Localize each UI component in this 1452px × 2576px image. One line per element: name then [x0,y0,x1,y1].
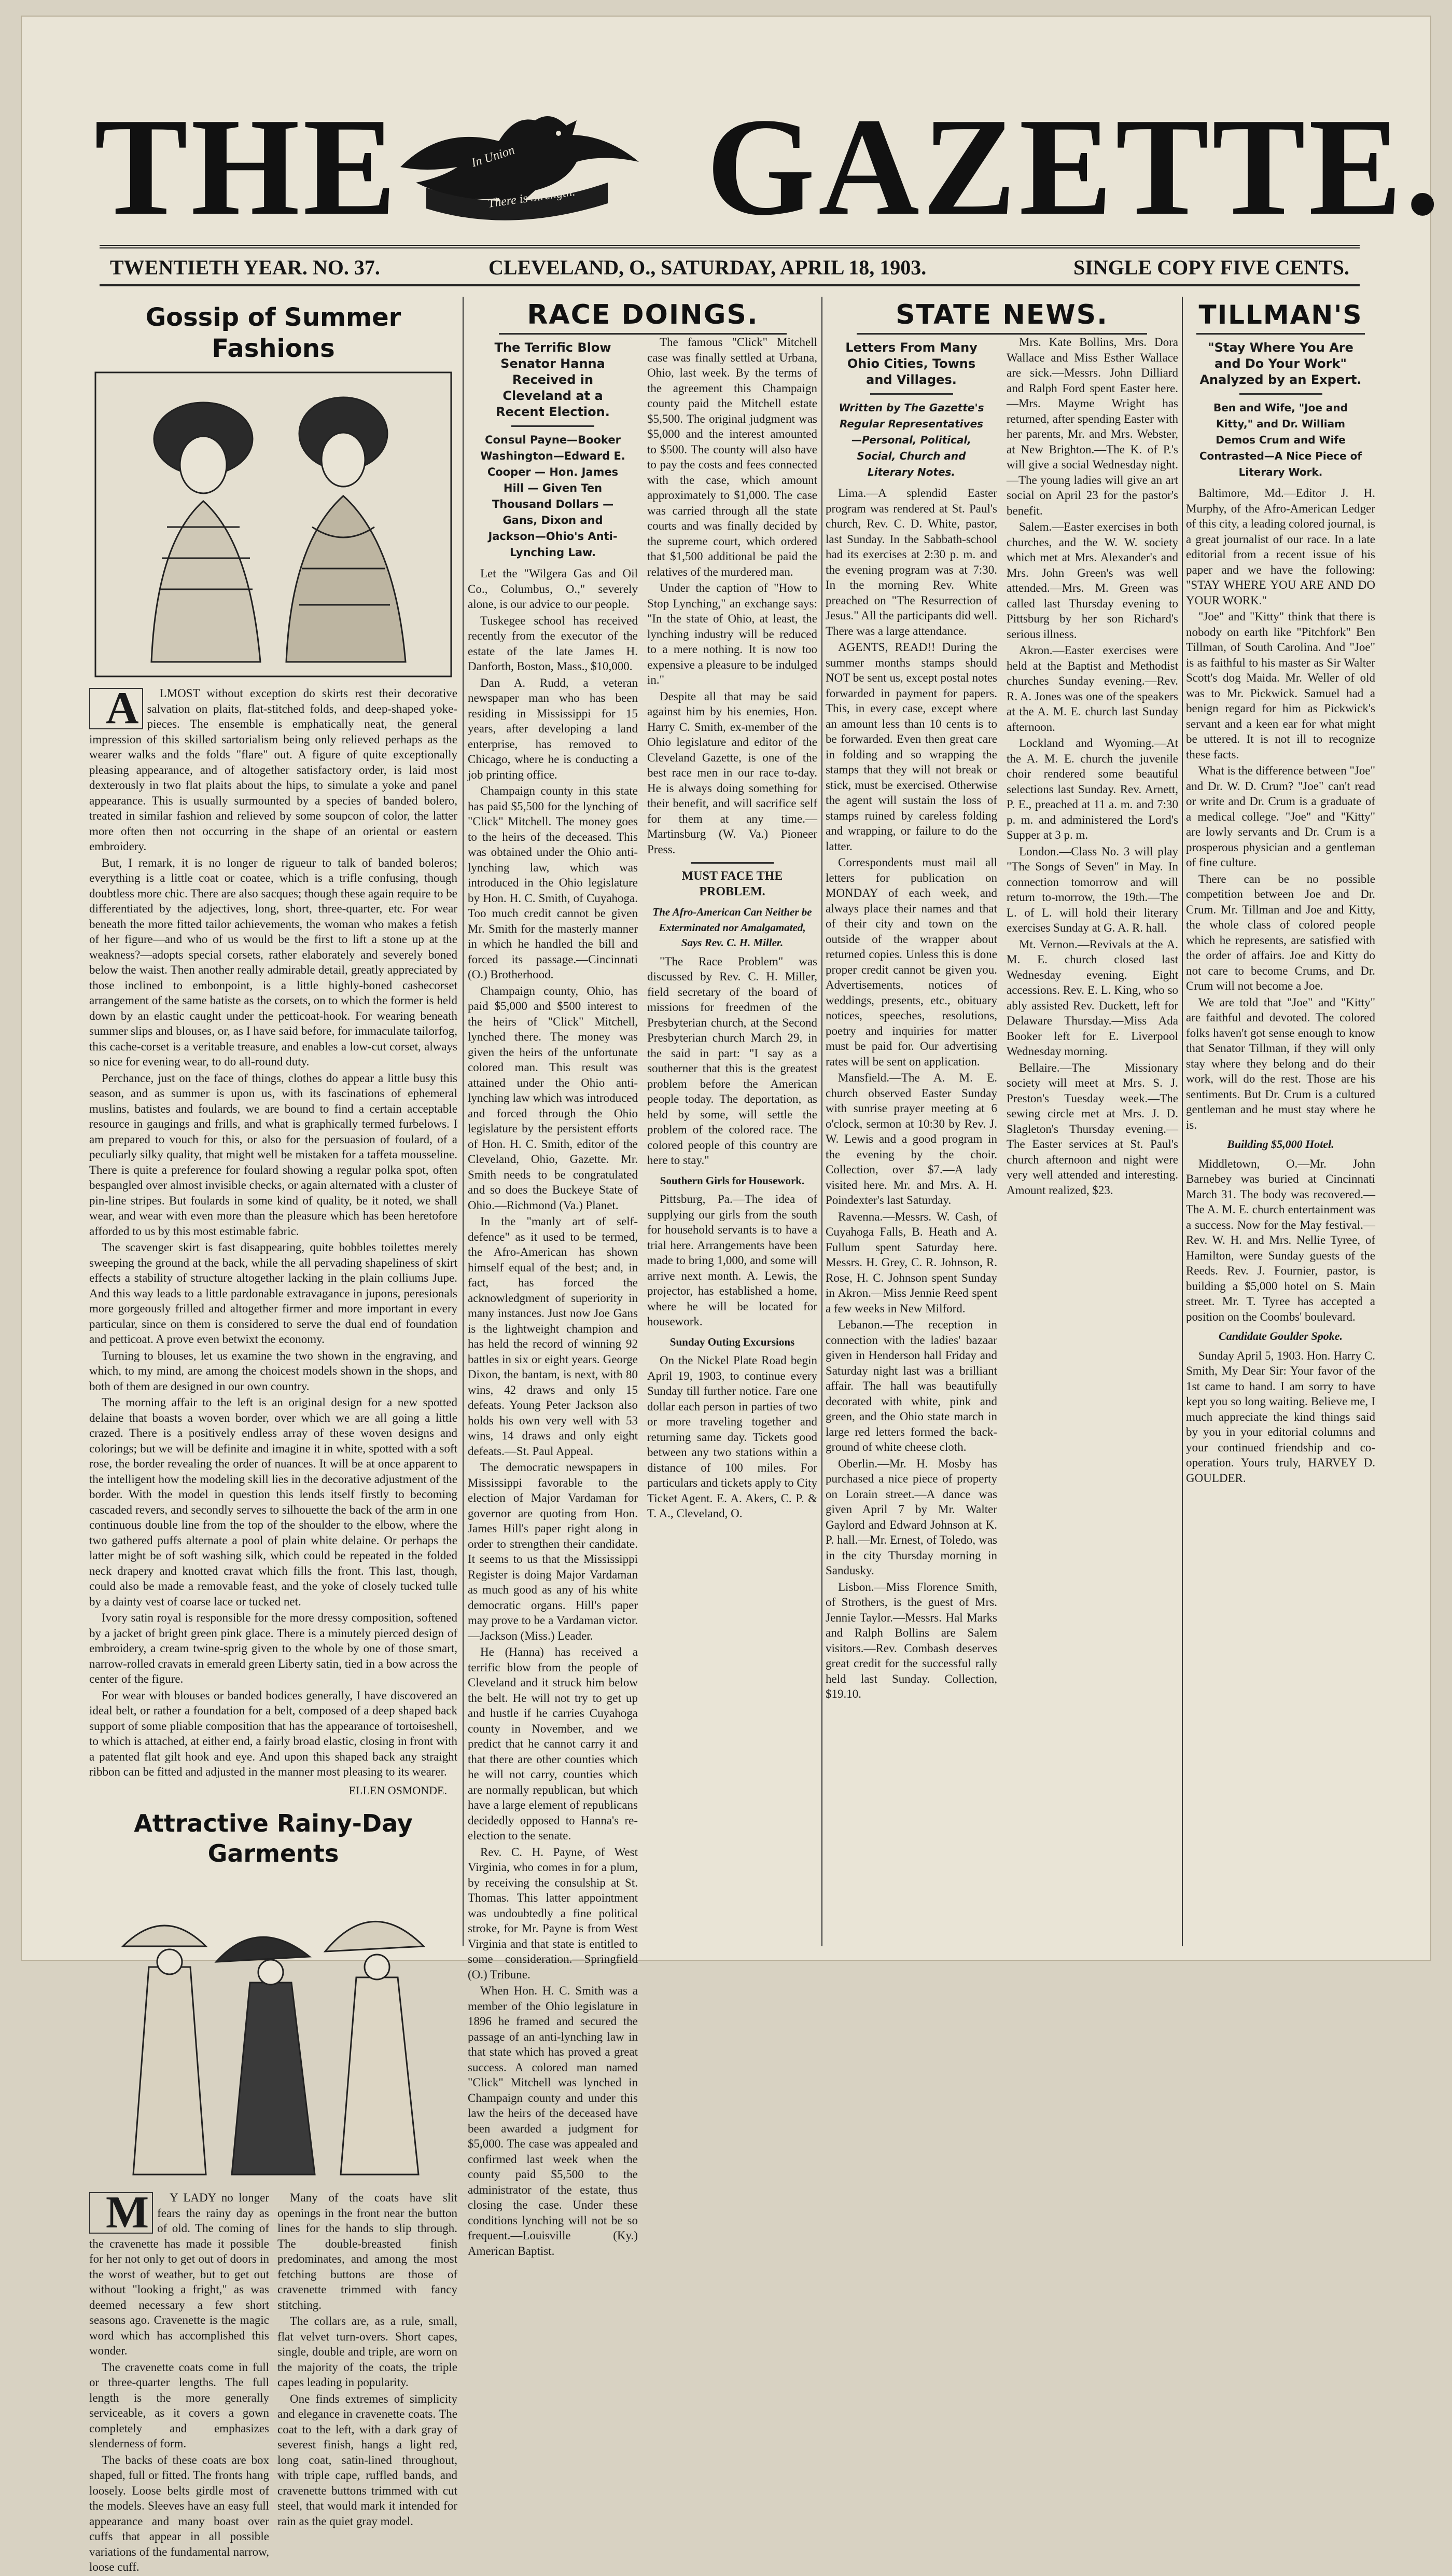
column-fashion [89,297,457,2573]
gossip-paragraph-7: Ivory satin royal is responsible for the more dressy composition, softened by a jacket of bright green pink glace. There is a minutely pierced design of embroidery, a cream twine-sprig given to the whole by one of those smart, narrow-rolled cravats in emerald green Liberty satin, tied in a bow across the center of the figure. [89,1611,457,1685]
column-tillmans [1186,297,1375,1946]
newspaper-page [21,16,1443,2573]
state-paragraph-1: Lima.—A splendid Easter program was rendered at St. Paul's church, Rev. C. D. White, pastor, last Sunday. In the Sabbath-school had its exercises at 2:30 p. m. and the evening program was at 7:30. In the morning Rev. White preached on "The Resurrection of Jesus." All the participants did well. There was a large attendance. [826,487,997,638]
state-subhead-2: Written by The Gazette's Regular Representatives—Personal, Political, Social, Church and Literary Notes. [839,401,984,478]
tillman-subhead-1: "Stay Where You Are and Do Your Work" Analyzed by an Expert. [1199,340,1362,387]
masthead-title-right: GAZETTE. [706,89,1443,244]
gossip-paragraph-5: Turning to blouses, let us examine the two shown in the engraving, and which, to my mind, are among the choicest models shown in the shops, and both of them are designed in our own country. [89,1349,457,1393]
fashion-illustration-image [94,371,452,677]
tillman-subhead-2: Ben and Wife, "Joe and Kitty," and Dr. William Demos Crum and Wife Contrasted—A Nice Piece of Literary Work. [1199,401,1362,478]
state-paragraph-14: Mt. Vernon.—Revivals at the A. M. E. church closed last Wednesday evening. Eight accessions. Rev. E. L. King, who so ably assisted Rev. Duckett, left for Delaware Thursday.—Miss Ada Booker left for E. Liverpool Wednesday morning. [1007,937,1178,1058]
headline-must-face-problem: MUST FACE THE PROBLEM. [681,869,783,898]
race-paragraph-7: The democratic newspapers in Mississippi favorable to the election of Major Vardaman for governor are quoting from Hon. James Hill's paper right along in order to strengthen their candidate. It seems to us that the Mississippi Register is doing Major Vardaman as much good as any of his white democratic organs. Hill's paper may prove to be a Vardaman victor.—Jackson (Miss.) Leader. [468,1461,638,1642]
banner-text-bottom: There is Strength. [487,185,576,211]
column-rule [821,297,822,1946]
article-gossip-summer-fashions: A LMOST without exception do skirts rest their decorative salvation on plaits, flat-stitched folds, and deep-shaped yoke-pieces. The ensemble is emphatically neat, the general impression of this skilled sartorialism being only relieved perhaps as the wearer walks and the folds "flare" out. A figure of quite exceptionally pleasing appearance, and of altogether satisfactory order, is laid most dexterously in two flat plaits about the hips, to simulate a yoke and panel appearance. This is usually surmounted by a species of banded bolero, treated in similar fashion and relieved by some soupcon of color, the latter more often then not occurring in the shape of an oriental or eastern embroidery. But, I remark, it is no longer de rigueur to talk of banded boleros; everything is a little coat or coatee, which is a trifle confusing, though doubtless more chic. There are also sacques; though these again require to be differentiated by the adjectives, long, short, three-quarter, etc. For wear beneath the more fitted tailor achievements, the woman who makes a fetish of her figure—and who of us would be the first to lift a stone up at the weakness?—adopts special corsets, rather elaborately and severely boned below the waist. Then another really admirable detail, greatly appreciated by those inclined to embonpoint, is a little highly-boned cashecorset arrangement of the same batiste as the corsets, on to which the former is held down by an elastic caught under the petticoat-hook. For wearing beneath summer slips and blouses, or, as I have said before, for immaculate tailorfog, this cache-corset is a veritable treasure, and enables a low-cut corset, always so nice for evening wear, to do all-round duty. Perchance, just on the face of things, clothes do appear a little busy this season, and as summer is upon us, with its fascinations of ephemeral muslins, batistes and foulards, we are bound to find a certain acceptable resource in gaugings and frills, and what is graphically termed furbelows. I am prepared to vouch for this, or also for the persuasion of foulard, of a peculiarly silky quality, that might well be mistaken for a taffeta mousseline. There is quite a preference for foulard showing a regular polka spot, often bespangled over almost invisible checks, or again alternated with a cluster of pin-line stripes. But foulards in some kind of quality, be it noted, we shall wear, and wear with even more than the pleasure which has been heretofore afforded to us by this most estimable fabric. The scavenger skirt is fast disappearing, quite bobbles toilettes merely sweeping the ground at the back, while the all pervading shapeliness of skirt effects a stability of structure altogether lacking in the plain colliums Jupe. And this way leads to a little pardonable extravagance in jupons, peresionals more gorgeously frilled and altogether firmer and more important in every particular, since on them is considered to serve the dual end of foundation and petticoat. A prove even betwixt the economy. Turning to blouses, let us examine the two shown in the engraving, and which, to my mind, are among the choicest models shown in the shops, and both of them are designed in our own country. The morning affair to the left is an original design for a new spotted delaine that boasts a woven border, over which we are all going a little crazed. There is a positively endless array of these woven designs and colorings; but we will be definite and imagine it in white, spotted with a soft rose, the border revealing the order of nuances. It will be at once apparent to the intelligent how the modeling skill lies in the decorative adjustment of the border. With the model in question this lends itself firstly to becoming cascaded revers, and secondly serves to silhouette the back of the arm in one continuous double line from the top of the shoulder to the elbow, where the two gathered puffs alternate a pool of plain white delaine. Or perhaps the latter might be of soft washing silk, which could be repeated in the folded neck drapery and knotted cravat which fills the front. This last, though, could also be made a removable feast, and the yoke of closely tucked tulle by a dainty vest of coarse lace or tucked net. Ivory satin royal is responsible for the more dressy composition, softened by a jacket of bright green pink glace. There is a minutely pierced design of embroidery, a cream twine-sprig given to the whole by one of those smart, narrow-rolled cravats in emerald green Liberty satin, tied in a bow across the center of the figure. For wear with blouses or banded bodices generally, I have discovered an ideal belt, or rather a foundation for a belt, composed of a deep shaped back support of some pliable composition that has the appearance of tortoiseshell, to which is attached, at either end, a fairly broad elastic, closing in front with a patented flat gilt hook and eye. And upon this shaped back any straight ribbon can be fitted and adjusted in the manner most pleasing to its wearer. ELLEN OSMONDE. [89,686,457,1798]
tillman-paragraph-2: "Joe" and "Kitty" think that there is nobody on earth like "Pitchfork" Ben Tillman, of South Carolina. And "Joe" is as faithful to his master as Sir Walter Scott's dog Maida. Mr. Weller of old was to Mr. Pickwick. Samuel had a benign regard for him as Pickwick's servant and a keen ear for what might be uttered. It is not ill to recognize these facts. [1186,610,1375,761]
state-paragraph-5: Ravenna.—Messrs. W. Cash, of Cuyahoga Falls, B. Heath and A. Fullum spent Saturday here. Messrs. H. Grey, C. R. Johnson, R. Rose, H. C. Johnson spent Sunday in Akron.—Miss Jennie Reed spent a few weeks in New Milford. [826,1210,997,1315]
gossip-paragraph-8: For wear with blouses or banded bodices generally, I have discovered an ideal belt, or rather a foundation for a belt, composed of a deep shaped back support of some pliable composition that has the appearance of tortoiseshell, to which is attached, at either end, a fairly broad elastic, closing in front with a patented flat gilt hook and eye. And upon this shaped back any straight ribbon can be fitted and adjusted in the manner most pleasing to its wearer. [89,1688,457,1778]
race-paragraph-3: Dan A. Rudd, a veteran newspaper man who has been residing in Mississippi for 15 years, after developing a land enterprise, has removed to Chicago, where he is conducting a job printing office. [468,676,638,781]
state-paragraph-3: Correspondents must mail all letters for publication on MONDAY of each week, and always place their names and that of their city and town on the outside of the wrapper about returned copies. Unless this is done proper credit cannot be given you. Advertisements, notices of weddings, presents, etc., obituary notices, speeches, resolutions, poetry and inquiries for matter must be paid for. Our advertising rates will be sent on application. [826,856,997,1068]
tillman-paragraph-7: Sunday April 5, 1903. Hon. Harry C. Smith, My Dear Sir: Your favor of the 1st came to hand. I am sorry to have kept you so long waiting. Believe me, I much appreciate the kind things said by you in your editorial columns and your continued friendship and co-operation. Yours truly, HARVEY D. GOULDER. [1186,1349,1375,1485]
headline-gossip-summer-fashions: Gossip of Summer Fashions [145,303,401,363]
headline-southern-girls: Southern Girls for Housework. [660,1174,805,1187]
article-rainy-day-garments: M Y LADY no longer fears the rainy day as of old. The coming of the cravenette has made it possible for her not only to get out of doors in the worst of weather, but to get out without "looking a fright," as was deemed necessary a few short seasons ago. Cravenette is the magic word which has accomplished this wonder. The cravenette coats come in full or three-quarter lengths. The full length is the more generally serviceable, as it covers a gown completely and emphasizes slenderness of form. The backs of these coats are box shaped, full or fitted. The fronts hang loosely. Loose belts girdle most of the models. Sleeves have an easy full appearance and many boast over cuffs that appear in all possible variations of the fundamental narrow, loose cuff. Many of the coats have slit openings in the front near the button lines for the hands to slip through. The double-breasted finish predominates, and among the most fetching buttons are those of cravenette trimmed with fancy stitching. The collars are, as a rule, small, flat velvet turn-overs. Short capes, single, double and triple, are worn on the majority of the coats, the triple capes leading in popularity. One finds extremes of simplicity and elegance in cravenette coats. The coat to the left, with a dark gray of severest finish, hangs a light red, long coat, satin-lined throughout, with triple cape, ruffled bands, and cravenette buttons trimmed with cut steel, that would mark it intended for rain as the quiet gray model. [89,2190,457,2576]
gossip-paragraph-1: LMOST without exception do skirts rest their decorative salvation on plaits, flat-stitched folds, and deep-shaped yoke-pieces. The ensemble is emphatically neat, the general impression of this skilled sartorialism being only relieved perhaps as the wearer walks and the folds "flare" out. A figure of quite exceptionally pleasing appearance, and of altogether satisfactory order, is laid most dexterously in two flat plaits about the hips, to simulate a yoke and panel appearance. This is usually surmounted by a species of banded bolero, treated in similar fashion and relieved by some soupcon of color, the latter more often then not occurring in the shape of an oriental or eastern embroidery. [89,687,457,853]
state-paragraph-4: Mansfield.—The A. M. E. church observed Easter Sunday with sunrise prayer meeting at 6 o'clock, sermon at 10:30 by Rev. J. W. Lewis and a good program in the evening by the choir. Collection, over $7.—A lady visited here. Mr. and Mrs. A. H. Poindexter's last Saturday. [826,1071,997,1207]
race-paragraph-11: The famous "Click" Mitchell case was finally settled at Urbana, Ohio, last week. By the terms of the agreement this Champaign county paid the Mitchell estate $5,500. The original judgment was $5,000 and the interest amounted to $500. The county will also have to pay the costs and fees connected with the case, which amount approximately to $1,000. The case was carried through all the state courts and was finally decided by the supreme court, which ordered that $1,500 additional be paid the relatives of the murdered man. [647,336,817,578]
tillman-paragraph-5: We are told that "Joe" and "Kitty" are faithful and devoted. The colored folks haven't got sense enough to know that Senator Tillman, if they will only stay where they belong and do their work, will do the rest. Those are his sentiments. But Dr. Crum is a cultured gentleman and he must stay where he is. [1186,995,1375,1131]
race-paragraph-13: Despite all that may be said against him by his enemies, Hon. Harry C. Smith, ex-member of the Ohio legislature and editor of the Cleveland Gazette, is one of the best race men in our race to-day. He is always doing something for their benefit, and will sacrifice self for them at any time.—Martinsburg (W. Va.) Pioneer Press. [647,689,817,856]
rainy-paragraph-3: The backs of these coats are box shaped, full or fitted. The fronts hang loosely. Loose belts girdle most of the models. Sleeves have an easy full appearance and many boast over cuffs that appear in all possible variations of the fundamental narrow, loose cuff. [89,2453,269,2573]
dateline-year-issue: TWENTIETH YEAR. NO. 37. [110,256,380,279]
headline-building-hotel: Building $5,000 Hotel. [1227,1138,1334,1151]
tillman-paragraph-1: Baltimore, Md.—Editor J. H. Murphy, of the Afro-American Ledger of this city, a leading colored journal, is a great journalist of our race. In a late editorial from a recent issue of his paper and we have the following: "STAY WHERE YOU ARE AND DO YOUR WORK." [1186,487,1375,607]
state-paragraph-8: Lisbon.—Miss Florence Smith, of Strothers, is the guest of Mrs. Jennie Taylor.—Messrs. Hal Marks and Ralph Bollins are Salem visitors.—Rev. Combash deserves great credit for the successful rally held last Sunday. Collection, $19.10. [826,1580,997,1700]
subhead-must-face-problem: The Afro-American Can Neither be Exterminated nor Amalgamated, Says Rev. C. H. Miller. [652,906,812,949]
race-subhead-2: Consul Payne—Booker Washington—Edward E. Cooper — Hon. James Hill — Given Ten Thousand Dollars — Gans, Dixon and Jackson—Ohio's Anti-Lynching Law. [480,434,625,559]
race-paragraph-14: "The Race Problem" was discussed by Rev. C. H. Miller, field secretary of the board of missions for freedmen of the Presbyterian church, at the Second Presbyterian church March 29, in the said in part: "I say as a southerner that this is the greatest problem before the American people today. The deportation, as held by some, will settle the problem of the colored race. The colored people of this country are here to stay." [647,954,817,1167]
headline-candidate-goulder: Candidate Goulder Spoke. [1219,1329,1343,1342]
race-paragraph-15: Pittsburg, Pa.—The idea of supplying our girls from the south for household servants is to have a trial here. Arrangements have been made to bring 1,000, and some will arrive next month. A. Lewis, the projector, has established a home, where he will be located for housework. [647,1193,817,1328]
state-paragraph-9: Mrs. Kate Bollins, Mrs. Dora Wallace and Miss Esther Wallace are sick.—Messrs. John Dilliard and Ralph Ford spent Easter here.—Mrs. Mayme Wright has returned, after spending Easter with her parents, Mr. and Mrs. Webster, at New Brighton.—The K. of P.'s will give a social Wednesday night.—The young ladies will give an art social on April 23 for the pastor's benefit. [1007,336,1178,517]
race-paragraph-12: Under the caption of "How to Stop Lynching," an exchange says: "In the state of Ohio, at least, the lynching industry will be reduced to a mere nothing. It is now too expensive a pleasure to be indulged in." [647,581,817,686]
tillman-paragraph-3: What is the difference between "Joe" and Dr. W. D. Crum? "Joe" can't read or write and Dr. Crum is a graduate of a medical college. "Joe" and "Kitty" are lowly servants and Dr. Crum is a prosperous physician and a gentleman of fine culture. [1186,764,1375,869]
race-paragraph-9: Rev. C. H. Payne, of West Virginia, who comes in for a plum, by receiving the consulship at St. Thomas. This latter appointment was undoubtedly a fine political stroke, for Mr. Payne is from West Virginia and that state is entitled to some consideration.—Springfield (O.) Tribune. [468,1845,638,1981]
rainy-paragraph-6: One finds extremes of simplicity and elegance in cravenette coats. The coat to the left, with a dark gray of severest finish, hangs a light red, long coat, satin-lined throughout, with triple cape, ruffled bands, and cravenette buttons trimmed with cut steel, that would mark it intended for rain as the quiet gray model. [277,2392,457,2528]
headline-sunday-excursions: Sunday Outing Excursions [669,1335,795,1348]
column-rule [463,297,464,1946]
divider [691,862,774,864]
state-paragraph-11: Akron.—Easter exercises were held at the Baptist and Methodist churches Sunday evening.—Rev. R. A. Jones was one of the speakers at the A. M. E. church last Sunday afternoon. [1007,644,1178,733]
gossip-paragraph-3: Perchance, just on the face of things, clothes do appear a little busy this season, and as summer is upon us, with its fascinations of ephemeral muslins, batistes and foulards, we are bound to find a certain acceptable resource in gaugings and frills, and what is graphically termed furbelows. I am prepared to vouch for this, or also for the persuasion of foulard, of a peculiarly silky quality, that might well be mistaken for a taffeta mousseline. There is quite a preference for foulard showing a regular polka spot, often bespangled over almost invisible checks, or again alternated with a cluster of pin-line stripes. But foulards in some kind of quality, be it noted, we shall wear, and wear with even more than the pleasure which has been heretofore afforded to us by this most estimable fabric. [89,1071,457,1238]
headline-state-news: STATE NEWS. [857,297,1147,335]
column-race-doings [468,297,818,2258]
masthead [22,89,1443,244]
race-paragraph-2: Tuskegee school has received recently from the executor of the estate of the late James H. Danforth, Boston, Mass., $10,000. [468,614,638,673]
rainy-paragraph-2: The cravenette coats come in full or three-quarter lengths. The full length is the more generally serviceable, as it covers a gown completely and emphasizes slenderness of form. [89,2360,269,2450]
race-paragraph-10: When Hon. H. C. Smith was a member of the Ohio legislature in 1896 he framed and secured the passage of an anti-lynching law in that state which has proved a great success. A colored man named "Click" Mitchell was lynched in Champaign county and under this law the heirs of the deceased have been awarded a judgment for $5,000. The case was appealed and confirmed last week when the county paid $5,500 to the administrator of the estate, thus closing the case. Under these conditions lynching will not be so frequent.—Louisville (Ky.) American Baptist. [468,1984,638,2258]
column-rule [1182,297,1183,1946]
headline-tillmans: TILLMAN'S [1196,297,1365,335]
race-paragraph-1: Let the "Wilgera Gas and Oil Co., Columbus, O.," severely alone, is our advice to our people. [468,567,638,611]
state-paragraph-12: Lockland and Wyoming.—At the A. M. E. church the juvenile choir rendered some beautiful selections last Sunday. Rev. Arnett, P. E., preached at 11 a. m. and 7:30 p. m. and administered the Lord's Supper at 3 p. m. [1007,737,1178,841]
state-paragraph-7: Oberlin.—Mr. H. Mosby has purchased a nice piece of property on Lorain street.—A dance was given April 7 by Mr. Walter Gaylord and Edward Johnson at K. P. hall.—Mr. Ernest, of Toledo, was in the city Thursday morning in Sandusky. [826,1457,997,1577]
race-paragraph-6: In the "manly art of self-defence" as it used to be termed, the Afro-American has shown himself equal of the best; and, in fact, has forced the acknowledgment of superiority in many instances. Just now Joe Gans is the lightweight champion and has held the record of winning 92 battles in six or eight years. George Dixon, the bantam, is next, with 80 wins, 42 draws and only 15 defeats. Young Peter Jackson also holds his own very well with 53 wins, 14 draws and only eight defeats.—St. Paul Appeal. [468,1215,638,1458]
rainy-paragraph-1: Y LADY no longer fears the rainy day as of old. The coming of the cravenette has made it possible for her not only to get out of doors in the worst of weather, but to get out without "looking a fright," as was deemed necessary a few short seasons ago. Cravenette is the magic word which has accomplished this wonder. [89,2191,269,2357]
banner-text-top: In Union [469,143,516,170]
headline-rainy-day-garments: Attractive Rainy-Day Garments [134,1809,413,1867]
column-state-news [826,297,1178,1946]
rainy-paragraph-4: Many of the coats have slit openings in the front near the button lines for the hands to slip through. The double-breasted finish predominates, and among the most fetching buttons are those of cravenette trimmed with fancy stitching. [277,2191,457,2311]
headline-race-doings: RACE DOINGS. [499,297,787,335]
rainy-garments-illustration-image [92,1874,455,2185]
dateline-place-date: CLEVELAND, O., SATURDAY, APRIL 18, 1903. [488,256,927,279]
state-paragraph-6: Lebanon.—The reception in connection with the ladies' bazaar given in Henderson hall Friday and Saturday night last was a brilliant affair. The hall was beautifully decorated with white, pink and green, and the Ohio state march in large red letters formed the back-ground of white cheese cloth. [826,1318,997,1453]
state-subhead-1: Letters From Many Ohio Cities, Towns and Villages. [845,340,978,387]
gossip-paragraph-2: But, I remark, it is no longer de rigueur to talk of banded boleros; everything is a little coat or coatee, which is a trifle confusing, though doubtless more chic. There are also sacques; though these again require to be differentiated by the adjectives, long, short, three-quarter, etc. For wear beneath the more fitted tailor achievements, the woman who makes a fetish of her figure—and who of us would be the first to lift a stone up at the weakness?—adopts special corsets, rather elaborately and severely boned below the waist. Then another really admirable detail, greatly appreciated by those inclined to embonpoint, is a little highly-boned cashecorset arrangement of the same batiste as the corsets, on to which the former is held down by an elastic caught under the petticoat-hook. For wearing beneath summer slips and blouses, or, as I have said before, for immaculate tailorfog, this cache-corset is a veritable treasure, and enables a low-cut corset, always so nice for evening wear, to do all-round duty. [89,856,457,1068]
tillman-paragraph-4: There can be no possible competition between Joe and Dr. Crum. Mr. Tillman and Joe and Kitty, the whole class of colored people which he represents, are satisfied with the order of affairs. Joe and Kitty do not care to become Crums, and Dr. Crum will not become a Joe. [1186,872,1375,992]
dateline [100,245,1360,286]
gossip-paragraph-6: The morning affair to the left is an original design for a new spotted delaine that boasts a woven border, over which we are all going a little crazed. There is a positively endless array of these woven designs and colorings; but we will be definite and imagine it in white, spotted with a soft rose, the border revealing the order of nuances. It will be at once apparent to the intelligent how the modeling skill lies in the decorative adjustment of the border. With the model in question this lends itself firstly to becoming cascaded revers, and secondly serves to silhouette the back of the arm in one continuous double line from the top of the shoulder to the elbow, where the two gathered puffs alternate a pool of plain white delaine. Or perhaps the latter might be of soft washing silk, which could be repeated in the folded neck drapery and knotted cravat which fills the front. This last, though, could also be made a removable feast, and the yoke of closely tucked tulle by a dainty vest of coarse lace or tucked net. [89,1396,457,1608]
masthead-title-left: THE [94,89,400,244]
race-paragraph-4: Champaign county in this state has paid $5,500 for the lynching of "Click" Mitchell. The money goes to the heirs of the deceased. This was obtained under the Ohio anti-lynching law, which was introduced in the Ohio legislature by Hon. H. C. Smith, of Cuyahoga. Too much credit cannot be given Mr. Smith for the masterly manner in which he handled the bill and forced its passage.—Cincinnati (O.) Brotherhood. [468,784,638,981]
eagle-emblem-icon [380,105,649,234]
divider [870,393,953,395]
tillman-paragraph-6: Middletown, O.—Mr. John Barnebey was buried at Cincinnati March 31. The body was recovered.—The A. M. E. church entertainment was a success. Now for the May festival.—Rev. W. H. and Mrs. Nellie Tyree, of Hamilton, were Sunday guests of the Reeds. Rev. J. Fournier, pastor, is building a $5,000 hotel on S. Main street. Mr. T. Tyree has accepted a position on the Coombs' boulevard. [1186,1157,1375,1323]
race-paragraph-16: On the Nickel Plate Road begin April 19, 1903, to continue every Sunday till further notice. Fare one dollar each person in parties of two or more traveling together and returning same day. Tickets good between any two stations within a distance of 100 miles. For particulars and tickets apply to City Ticket Agent. E. A. Akers, C. P. & T. A., Cleveland, O. [647,1354,817,1520]
race-subhead-1: The Terrific Blow Senator Hanna Received in Cleveland at a Recent Election. [494,340,611,419]
byline: ELLEN OSMONDE. [348,1783,447,1797]
race-paragraph-8: He (Hanna) has received a terrific blow from the people of Cleveland and it struck him below the belt. He will not try to get up and hustle if he carries Cuyahoga county in November, and we predict that he cannot carry it and that there are other counties which he will not carry, counties which are normally republican, but which have a large element of republicans decidedly opposed to Hanna's re-election to the senate. [468,1645,638,1842]
race-paragraph-5: Champaign county, Ohio, has paid $5,000 and $500 interest to the heirs of "Click" Mitchell, lynched there. The money was given the heirs of the unfortunate colored man. This result was attained under the Ohio anti-lynching law which was introduced and forced through the Ohio legislature by the persistent efforts of Hon. H. C. Smith, editor of the Cleveland, Ohio, Gazette. Mr. Smith needs to be congratulated and so does the Buckeye State of Ohio.—Richmond (Va.) Planet. [468,984,638,1212]
divider [1239,393,1322,395]
state-paragraph-13: London.—Class No. 3 will play "The Songs of Seven" in May. In connection tomorrow and will return to-morrow, the 19th.—The L. of L. will hold their literary exercises Sunday at G. A. R. hall. [1007,844,1178,934]
state-paragraph-10: Salem.—Easter exercises in both churches, and the W. W. society which met at Mrs. Alexander's and Mrs. John Green's was well attended.—Mrs. M. Green was called last Thursday evening to Pittsburg by her son Richard's serious illness. [1007,520,1178,641]
gossip-paragraph-4: The scavenger skirt is fast disappearing, quite bobbles toilettes merely sweeping the ground at the back, while the all pervading shapeliness of skirt effects a stability of structure altogether lacking in the plain colliums Jupe. And this way leads to a little pardonable extravagance in jupons, peresionals more gorgeously frilled and altogether firmer and more important in every particular, since on them is considered to serve the dual end of foundation and petticoat. A prove even betwixt the economy. [89,1241,457,1346]
state-paragraph-15: Bellaire.—The Missionary society will meet at Mrs. S. J. Preston's Tuesday week.—The sewing circle met at Mrs. J. D. Slagleton's Thursday evening.—The Easter services at St. Paul's church afternoon and night were very well attended and interesting. Amount realized, $23. [1007,1061,1178,1197]
dateline-price: SINGLE COPY FIVE CENTS. [1073,256,1349,279]
state-paragraph-2: AGENTS, READ!! During the summer months stamps should NOT be sent us, except postal notes forwarded in payment for papers. This, in every case, except where an amount less than 10 cents is to be forwarded. Even then great care in folding and so wrapping the stamps that they will not break or stick, must be exercised. Otherwise the agent will sustain the loss of stamps ruined by careless folding and wrapping, or failure to do the latter. [826,641,997,853]
divider [511,425,594,427]
rainy-paragraph-5: The collars are, as a rule, small, flat velvet turn-overs. Short capes, single, double and triple, are worn on the majority of the coats, the triple capes leading in popularity. [277,2315,457,2389]
